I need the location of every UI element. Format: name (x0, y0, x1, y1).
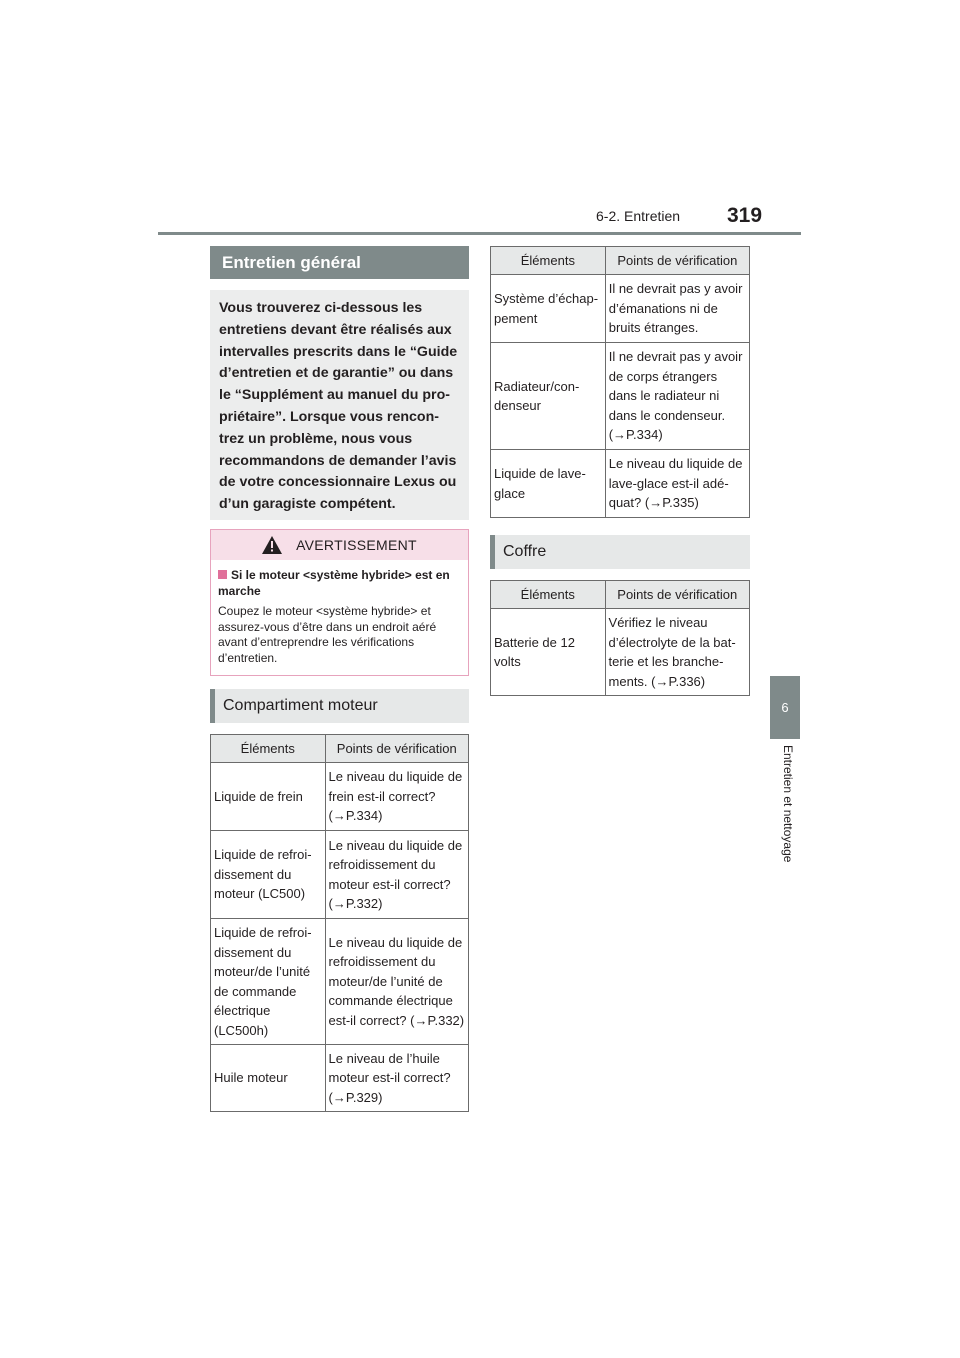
table-row (491, 275, 750, 343)
warning-box (210, 529, 469, 676)
intro-text: Vous trouverez ci-dessous les entretiens devant être réalisés aux intervalles prescrits dans le “Guide d’entretien et de garantie” ou dans le “Supplément au manuel du pro-priétaire”. Lorsque vous rencon-trez un problème, nous vous recommandons de demander l’avis de votre concessionnaire Lexus ou d’un garagiste compétent. (210, 290, 469, 520)
item-cell: Liquide de lave-glace (491, 450, 606, 518)
item-cell: Radiateur/con-denseur (491, 343, 606, 450)
table-row (211, 831, 469, 919)
check-cell: Le niveau du liquide de frein est-il correct? (→P.334) (325, 763, 468, 831)
warning-icon (262, 536, 282, 554)
engine-table (210, 734, 469, 1112)
table-row (211, 1045, 469, 1112)
table-header-row (491, 581, 750, 609)
warning-subtitle: Si le moteur <système hybride> est en marche (218, 568, 450, 598)
item-cell: Système d’échap-pement (491, 275, 606, 343)
column-header: Points de vérification (605, 247, 749, 275)
warning-header (211, 530, 468, 560)
check-cell: Le niveau de l’huile moteur est-il correct? (→P.329) (325, 1045, 468, 1112)
column-header: Éléments (491, 247, 606, 275)
bullet-square-icon (218, 570, 227, 579)
chapter-tab-label: Entretien et nettoyage (781, 745, 795, 863)
section-header-engine: Compartiment moteur (210, 689, 469, 723)
warning-title: AVERTISSEMENT (296, 537, 417, 553)
section-title: 6-2. Entretien (596, 208, 681, 224)
table-row (211, 763, 469, 831)
column-header: Points de vérification (605, 581, 749, 609)
item-cell: Liquide de frein (211, 763, 326, 831)
item-cell: Liquide de refroi-dissement du moteur/de l’unité de commande électrique (LC500h) (211, 919, 326, 1045)
table-row (491, 343, 750, 450)
item-cell: Huile moteur (211, 1045, 326, 1112)
table-header-row (211, 735, 469, 763)
check-cell: Il ne devrait pas y avoir d’émanations ni de bruits étranges. (605, 275, 749, 343)
engine-table-continued (490, 246, 750, 518)
column-header: Points de vérification (325, 735, 468, 763)
check-cell: Il ne devrait pas y avoir de corps étrangers dans le radiateur ni dans le condenseur. (→P.334) (605, 343, 749, 450)
section-header-trunk: Coffre (490, 535, 750, 569)
table-row (491, 450, 750, 518)
chapter-tab-number: 6 (770, 676, 800, 739)
trunk-table (490, 580, 750, 696)
check-cell: Le niveau du liquide de refroidissement du moteur/de l’unité de commande électrique est-il correct? (→P.332) (325, 919, 468, 1045)
table-header-row (491, 247, 750, 275)
page-number: 319 (727, 204, 763, 227)
item-cell: Liquide de refroi-dissement du moteur (LC500) (211, 831, 326, 919)
column-header: Éléments (491, 581, 606, 609)
warning-body: Coupez le moteur <système hybride> et assurez-vous d’être dans un endroit aéré avant d’entreprendre les vérifications d’entretien. (218, 604, 437, 665)
check-cell: Le niveau du liquide de refroidissement du moteur est-il correct? (→P.332) (325, 831, 468, 919)
column-header: Éléments (211, 735, 326, 763)
table-row (491, 609, 750, 696)
section-header-general: Entretien général (210, 246, 469, 279)
check-cell: Vérifiez le niveau d’électrolyte de la bat-terie et les branche-ments. (→P.336) (605, 609, 749, 696)
item-cell: Batterie de 12 volts (491, 609, 606, 696)
check-cell: Le niveau du liquide de lave-glace est-il adé-quat? (→P.335) (605, 450, 749, 518)
header-divider (158, 232, 801, 235)
table-row (211, 919, 469, 1045)
